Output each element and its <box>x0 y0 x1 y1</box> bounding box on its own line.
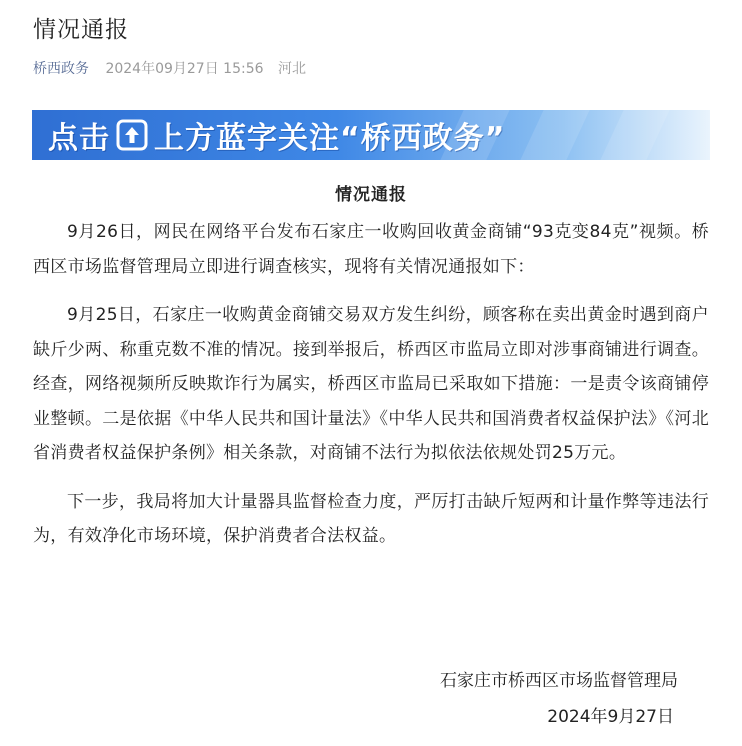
up-arrow-box-icon <box>116 119 148 151</box>
article-title: 情况通报 <box>33 17 129 43</box>
account-name-link[interactable]: 桥西政务 <box>33 61 89 77</box>
banner-text <box>48 114 505 156</box>
publish-datetime: 2024年09月27日 15:56 <box>105 61 264 77</box>
document-body <box>33 180 709 568</box>
article-meta <box>33 58 306 78</box>
publish-location: 河北 <box>277 61 306 77</box>
paragraph: 9月26日，网民在网络平台发布石家庄一收购回收黄金商铺“93克变84克”视频。桥西区市场监督管理局立即进行调查核实，现将有关情况通报如下： <box>33 222 709 277</box>
banner-text-before: 点击 <box>48 121 110 156</box>
banner-stripe <box>520 110 589 160</box>
signature-date: 2024年9月27日 <box>547 707 674 727</box>
paragraph: 9月25日，石家庄一收购黄金商铺交易双方发生纠纷，顾客称在卖出黄金时遇到商户缺斤少两、称重克数不准的情况。接到举报后，桥西区市监局立即对涉事商铺进行调查。经查，网络视频所反映欺诈行为属实，桥西区市监局已采取如下措施：一是责令该商铺停业整顿。二是依据《中华人民共和国计量法》《中华人民共和国消费者权益保护法》《河北省消费者权益保护条例》相关条款，对商铺不法行为拟依法依规处罚25万元。 <box>33 305 709 463</box>
follow-banner[interactable] <box>32 110 710 160</box>
banner-text-after: 上方蓝字关注“桥西政务” <box>154 121 506 156</box>
banner-stripe <box>600 110 669 160</box>
signature-organization: 石家庄市桥西区市场监督管理局 <box>440 671 678 691</box>
document-title: 情况通报 <box>335 185 407 205</box>
paragraph: 下一步，我局将加大计量器具监督检查力度，严厉打击缺斤短两和计量作弊等违法行为，有效净化市场环境，保护消费者合法权益。 <box>33 491 709 546</box>
